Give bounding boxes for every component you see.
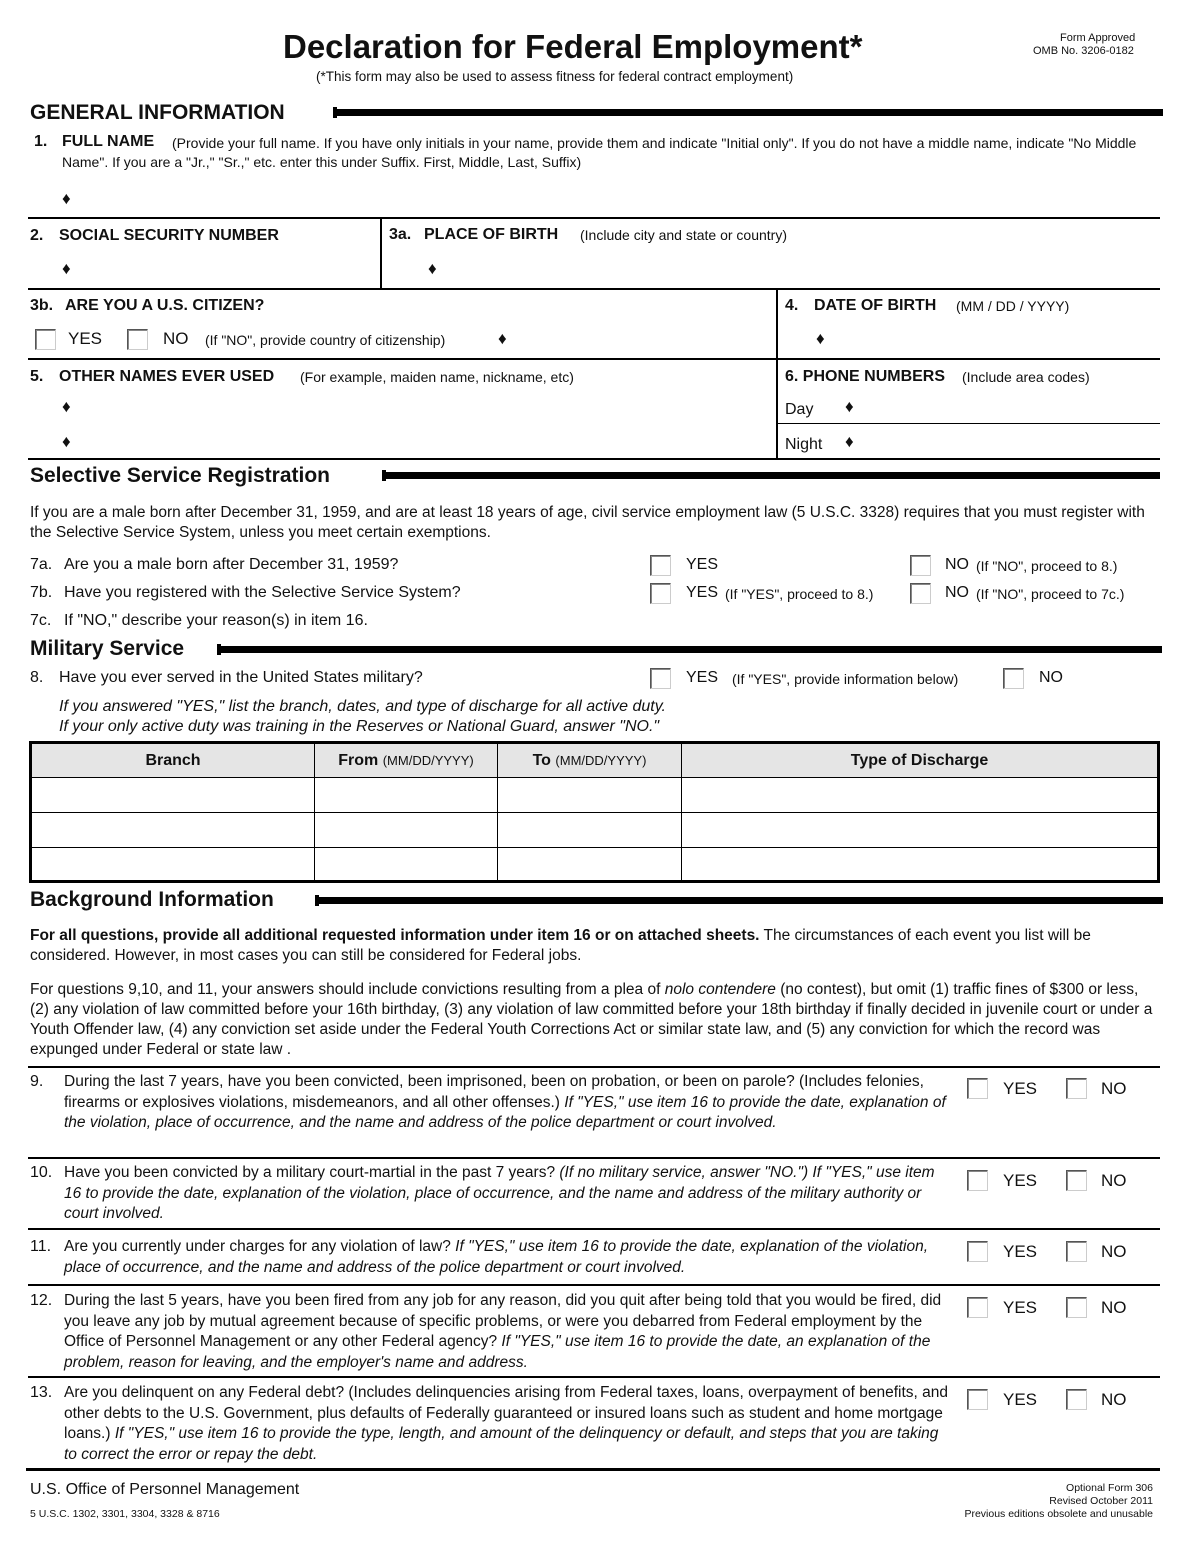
other-name-field-2[interactable] [80,426,770,454]
table-row [31,778,1159,813]
q8-no-checkbox[interactable] [1003,668,1024,689]
omb-number: OMB No. 3206-0182 [1033,45,1134,57]
q10-yes-checkbox[interactable] [967,1170,988,1191]
ssn-marker-icon: ♦ [62,259,71,278]
branch-cell[interactable] [31,848,315,882]
q7b-no-label: NO [945,584,969,601]
from-date-cell[interactable] [315,813,498,848]
q6-instructions: (Include area codes) [962,369,1090,385]
discharge-cell[interactable] [682,848,1159,882]
q13-no-checkbox[interactable] [1066,1389,1087,1410]
divider [28,458,1160,460]
q8-yes-checkbox[interactable] [650,668,671,689]
q10-instructions: (If no military service, answer "NO.") If "YES," use item 16 to provide the date, explanation of the violation, place of occurrence, and the name and address of the military authority or court involved. [64,1164,935,1222]
q4-format: (MM / DD / YYYY) [956,298,1070,314]
column-header-label: To [532,751,551,769]
column-header-label: Type of Discharge [850,751,989,769]
table-header-row [31,743,1159,778]
divider [380,218,382,289]
q7c-text: If "NO," describe your reason(s) in item 16. [64,612,368,629]
citizen-yes-label: YES [68,329,103,348]
footer-statutes: 5 U.S.C. 1302, 3301, 3304, 3328 & 8716 [30,1508,220,1520]
conviction-exclusions [30,980,1160,1060]
q9-text [64,1072,954,1134]
footer-form-name: Optional Form 306 [1066,1482,1153,1494]
q10-no-checkbox[interactable] [1066,1170,1087,1191]
q11-no-checkbox[interactable] [1066,1241,1087,1262]
q12-no-checkbox[interactable] [1066,1297,1087,1318]
military-note-2: If your only active duty was training in the Reserves or National Guard, answer "NO." [59,718,660,735]
to-date-cell[interactable] [498,813,682,848]
citizen-no-label: NO [163,329,189,348]
ssn-field[interactable] [80,252,370,284]
q11-yes-checkbox[interactable] [967,1241,988,1262]
military-note-1: If you answered "YES," list the branch, dates, and type of discharge for all active duty. [59,698,666,715]
q9-number: 9. [30,1073,44,1090]
column-header-label: From [338,751,379,769]
q7b-number: 7b. [30,584,53,601]
q7a-yes-label: YES [686,556,719,573]
place-of-birth-field[interactable] [448,252,1148,284]
background-instructions-bold: For all questions, provide all additional requested information under item 16 or on attached sheets. [30,927,760,944]
divider [776,289,778,459]
q12-text [64,1291,962,1373]
q13-text [64,1383,954,1465]
divider [28,1284,1160,1286]
to-date-cell[interactable] [498,848,682,882]
q7a-yes-checkbox[interactable] [650,555,671,576]
section-rule [315,897,1163,904]
full-name-marker-icon: ♦ [62,189,71,208]
citizen-yes-checkbox[interactable] [35,329,56,350]
q8-yes-note: (If "YES", provide information below) [732,671,959,687]
form-title: Declaration for Federal Employment* [283,28,863,65]
q2-number: 2. [30,227,44,244]
night-phone-field[interactable] [866,428,1156,456]
column-header-branch [31,743,315,778]
section-rule [217,646,1162,653]
q11-question: Are you currently under charges for any violation of law? [64,1238,451,1255]
q11-yes-label: YES [1003,1242,1038,1261]
q13-question: Are you delinquent on any Federal debt? (Includes delinquencies arising from Federal taxes, loans, overpayment of benefits, and other debts to the U.S. Government, plus defaults of Federally guaranteed or insured loans such as student and home mortgage loans.) [64,1384,949,1442]
night-phone-marker-icon: ♦ [845,432,854,451]
q11-text [64,1237,954,1278]
section-rule [333,109,1163,116]
section-heading-selective-service: Selective Service Registration [30,464,330,487]
conviction-exclusions-a: For questions 9,10, and 11, your answers should include convictions resulting from a plea of [30,981,661,998]
q8-no-label: NO [1039,669,1063,686]
day-phone-marker-icon: ♦ [845,397,854,416]
q7a-text: Are you a male born after December 31, 1959? [64,556,399,573]
selective-service-intro: If you are a male born after December 31, 1959, and are at least 18 years of age, civil service employment law (5 U.S.C. 3328) requires that you must register with the Selective Service System, unless you meet certain exemptions. [30,504,1145,541]
conviction-exclusions-b: (no contest), but omit (1) traffic fines of $300 or less, (2) any violation of law committed before your 16th birthday, (3) any violation of law committed before your 18th birthday if finally decided in juvenile court or under a Youth Offender law, (4) any conviction set aside under the Federal Youth Corrections Act or similar state law, and (5) any conviction for which the record was expunged under Federal or state law . [30,981,1153,1058]
country-of-citizenship-field[interactable] [518,322,768,354]
divider [28,288,1160,290]
q7c-number: 7c. [30,612,52,629]
day-phone-label: Day [785,401,814,418]
q1-number: 1. [34,133,48,150]
column-header-format: (MM/DD/YYYY) [382,752,474,768]
divider [777,423,1160,424]
q10-yes-label: YES [1003,1171,1038,1190]
to-date-cell[interactable] [498,778,682,813]
conviction-exclusions-italic: nolo contendere [664,981,776,998]
other-name-field-1[interactable] [80,392,770,420]
citizenship-marker-icon: ♦ [498,329,507,348]
dob-marker-icon: ♦ [816,329,825,348]
footer-editions: Previous editions obsolete and unusable [964,1508,1153,1520]
footer-revised: Revised October 2011 [1049,1495,1153,1507]
table-row [31,848,1159,882]
q13-no-label: NO [1101,1390,1127,1409]
q8-yes-label: YES [686,669,719,686]
form-subtitle: (*This form may also be used to assess fitness for federal contract employment) [316,69,794,84]
full-name-field[interactable] [80,182,1150,214]
q1-instructions: (Provide your full name. If you have only initials in your name, provide them and indicate "Initial only". If you do not have a middle name, indicate "No Middle Name". If you are a "Jr.," "Sr.," etc. enter this under Suffix. First, Middle, Last, Suffix) [62,135,1137,170]
q9-no-checkbox[interactable] [1066,1078,1087,1099]
q4-number: 4. [785,297,799,314]
q3b-label: ARE YOU A U.S. CITIZEN? [65,297,265,314]
divider [28,1376,1160,1378]
citizen-no-checkbox[interactable] [127,329,148,350]
q9-no-label: NO [1101,1079,1127,1098]
other-name-marker-icon: ♦ [62,397,71,416]
from-date-cell[interactable] [315,848,498,882]
q11-no-label: NO [1101,1242,1127,1261]
military-service-table [29,741,1160,883]
footer-agency: U.S. Office of Personnel Management [30,1481,300,1498]
q12-no-label: NO [1101,1298,1127,1317]
discharge-cell[interactable] [682,813,1159,848]
q12-question: During the last 5 years, have you been fired from any job for any reason, did you quit after being told that you would be fired, did you leave any job by mutual agreement because of specific problems, or were you debarred from Federal employment by the Office of Personnel Management or any other Federal agency? [64,1292,942,1350]
q7a-no-note: (If "NO", proceed to 8.) [976,558,1118,574]
q11-instructions: If "YES," use item 16 to provide the date, explanation of the violation, place of occurrence, and the name and address of the police department or court involved. [64,1238,929,1276]
q7a-no-label: NO [945,556,969,573]
section-heading-background: Background Information [30,888,274,911]
q3a-label: PLACE OF BIRTH [424,226,559,243]
q13-yes-label: YES [1003,1390,1038,1409]
q7a-number: 7a. [30,556,53,573]
q6-label: 6. PHONE NUMBERS [785,368,946,385]
night-phone-label: Night [785,436,823,453]
q8-number: 8. [30,669,44,686]
q9-question: During the last 7 years, have you been convicted, been imprisoned, been on probation, or been on parole? (Includes felonies, firearms or explosives violations, misdemeanors, and all other offenses.) [64,1073,924,1111]
q3a-number: 3a. [389,226,412,243]
section-rule-left-tick [315,895,319,906]
q13-instructions: If "YES," use item 16 to provide the type, length, and amount of the delinquency or default, and steps that you are taking to correct the error or repay the debt. [64,1425,939,1463]
q10-number: 10. [30,1164,53,1181]
branch-cell[interactable] [31,813,315,848]
q12-instructions: If "YES," use item 16 to provide the date, an explanation of the problem, reason for leaving, and the employer's name and address. [64,1333,931,1371]
column-header-from [315,743,498,778]
section-rule-left-tick [217,644,221,655]
divider [28,217,1160,219]
q7b-text: Have you registered with the Selective Service System? [64,584,461,601]
section-heading-general: GENERAL INFORMATION [30,101,285,124]
q13-yes-checkbox[interactable] [967,1389,988,1410]
q7b-no-checkbox[interactable] [910,583,931,604]
discharge-cell[interactable] [682,778,1159,813]
q2-label: SOCIAL SECURITY NUMBER [59,227,279,244]
section-rule-left-tick [382,470,386,481]
section-rule [382,472,1160,479]
divider [28,1228,1160,1230]
q12-yes-checkbox[interactable] [967,1297,988,1318]
q5-instructions: (For example, maiden name, nickname, etc) [300,369,574,385]
q12-yes-label: YES [1003,1298,1038,1317]
q3b-number: 3b. [30,297,54,314]
other-name-marker-icon: ♦ [62,432,71,451]
column-header-format: (MM/DD/YYYY) [555,752,647,768]
q3a-instructions: (Include city and state or country) [580,227,787,243]
q10-no-label: NO [1101,1171,1127,1190]
date-of-birth-field[interactable] [836,322,1151,354]
background-instructions-rest: The circumstances of each event you list will be considered. However, in most cases you can still be considered for Federal jobs. [30,927,1091,964]
branch-cell[interactable] [31,778,315,813]
table-row [31,813,1159,848]
column-header-to [498,743,682,778]
q9-yes-checkbox[interactable] [967,1078,988,1099]
q9-instructions: If "YES," use item 16 to provide the date, explanation of the violation, place of occurrence, and the name and address of the police department or court involved. [64,1093,946,1131]
q10-question: Have you been convicted by a military court-martial in the past 7 years? [64,1164,556,1181]
background-instructions [30,926,1160,966]
footer-rule [26,1468,1160,1471]
q7b-yes-note: (If "YES", proceed to 8.) [725,586,874,602]
q11-number: 11. [30,1238,52,1255]
column-header-label: Branch [145,751,201,769]
q8-text: Have you ever served in the United States military? [59,669,423,686]
q5-label: OTHER NAMES EVER USED [59,368,275,385]
q4-label: DATE OF BIRTH [814,297,937,314]
q9-yes-label: YES [1003,1079,1038,1098]
q12-number: 12. [30,1292,53,1309]
divider [28,1066,1160,1068]
divider [28,358,1160,360]
citizen-no-note: (If "NO", provide country of citizenship) [205,332,446,348]
birthplace-marker-icon: ♦ [428,259,437,278]
q7b-no-note: (If "NO", proceed to 7c.) [976,586,1125,602]
q13-number: 13. [30,1384,53,1401]
q7b-yes-checkbox[interactable] [650,583,671,604]
divider [28,1157,1160,1159]
from-date-cell[interactable] [315,778,498,813]
q7a-no-checkbox[interactable] [910,555,931,576]
section-heading-military: Military Service [30,637,185,660]
day-phone-field[interactable] [866,393,1156,421]
q7b-yes-label: YES [686,584,719,601]
q1-label: FULL NAME [62,133,155,150]
form-approved-label: Form Approved [1060,32,1136,44]
section-rule-left-tick [333,107,337,118]
q10-text [64,1163,954,1225]
column-header-discharge [682,743,1159,778]
q5-number: 5. [30,368,44,385]
